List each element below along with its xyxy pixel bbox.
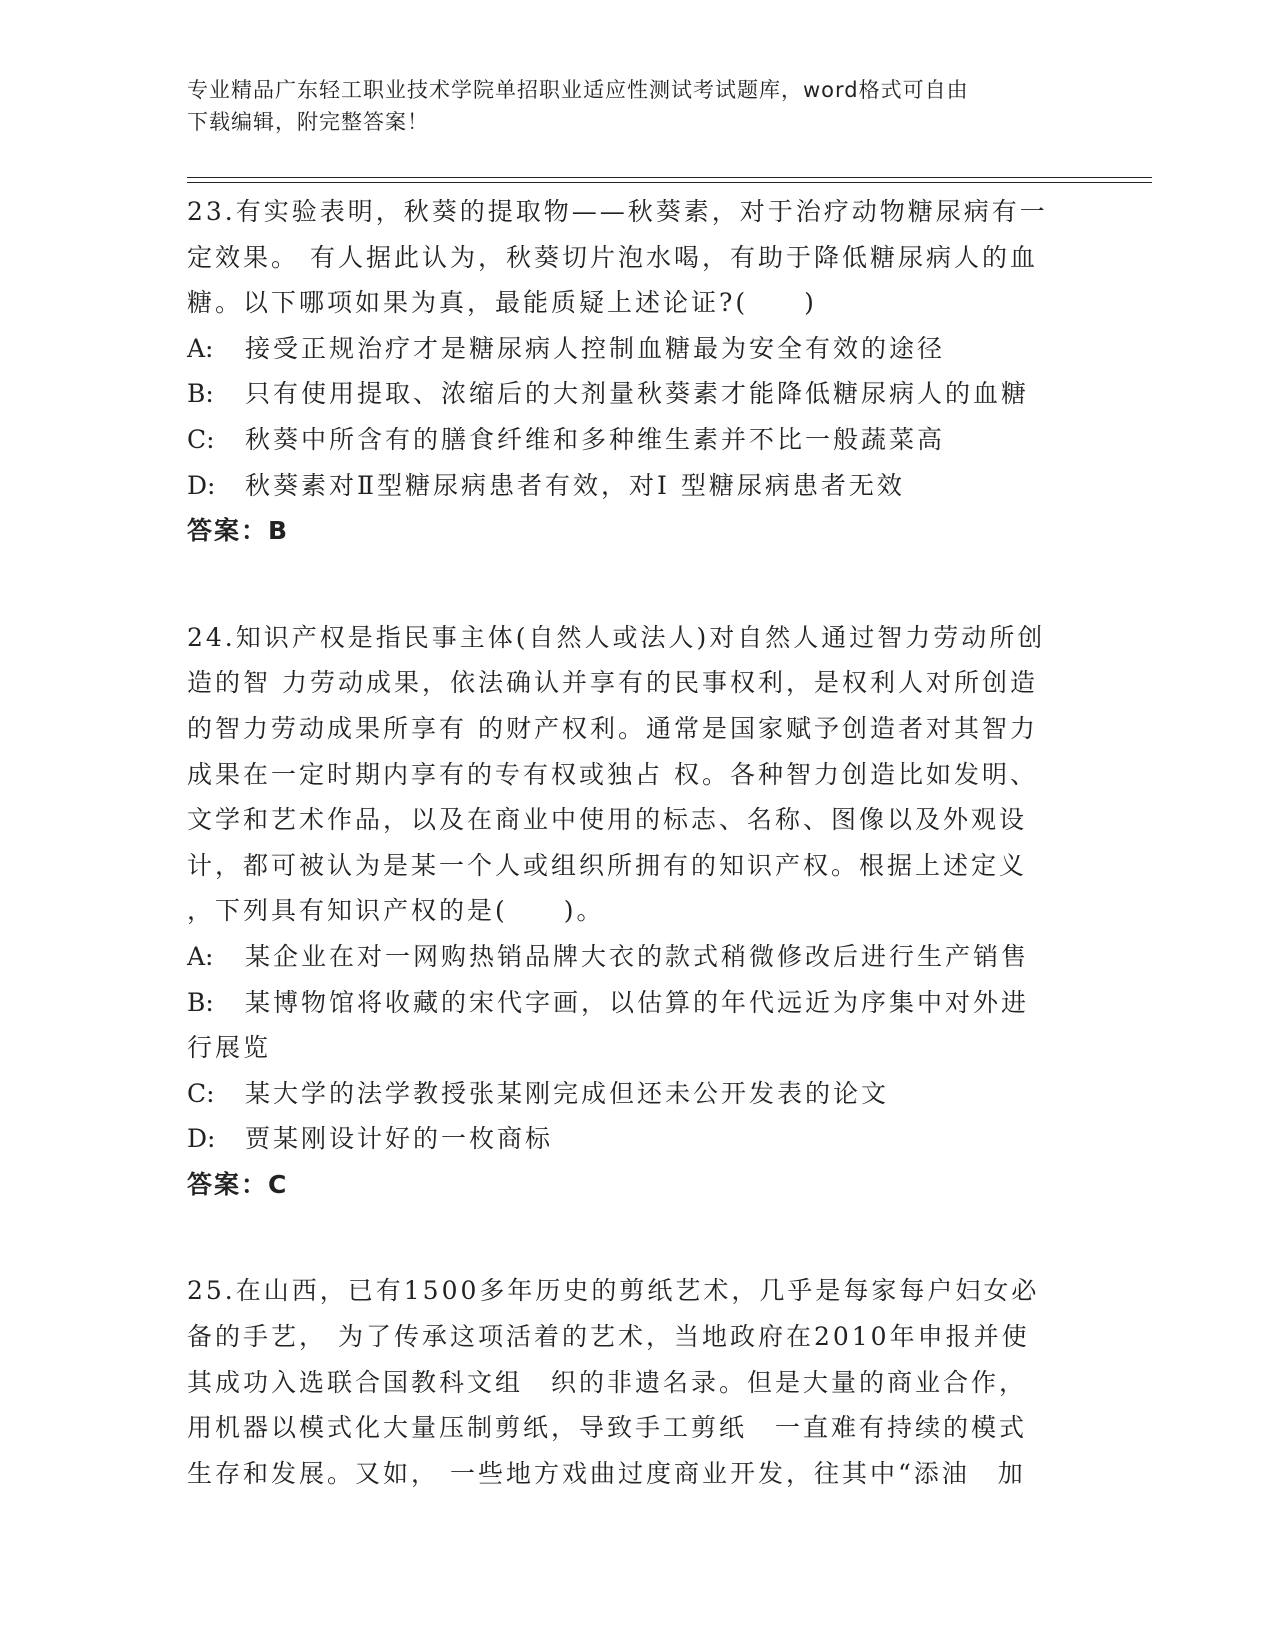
question-text-line: 备的手艺， 为了传承这项活着的艺术，当地政府在2010年申报并使 [187, 1322, 1030, 1352]
question-text-line: 计，都可被认为是某一个人或组织所拥有的知识产权。根据上述定义 [187, 850, 1028, 880]
question-text-line: 定效果。 有人据此认为，秋葵切片泡水喝，有助于降低糖尿病人的血 [187, 242, 1038, 272]
option-letter: D: [187, 1124, 216, 1154]
option-letter: B: [187, 379, 214, 409]
option-text: 秋葵素对Ⅱ型糖尿病患者有效，对Ⅰ 型糖尿病患者无效 [245, 470, 905, 500]
spacer [187, 554, 1087, 615]
page-header [187, 74, 1067, 138]
option-c [187, 417, 1087, 463]
option-c [187, 1071, 1087, 1117]
option-letter: D: [187, 470, 216, 500]
question-text-line: 造的智 力劳动成果，依法确认并享有的民事权利，是权利人对所创造 [187, 668, 1038, 698]
question-text-line: 23.有实验表明，秋葵的提取物——秋葵素，对于治疗动物糖尿病有一 [187, 197, 1048, 226]
option-text: 贾某刚设计好的一枚商标 [245, 1124, 554, 1154]
question-text-line: 文学和艺术作品，以及在商业中使用的标志、名称、图像以及外观设 [187, 805, 1028, 835]
option-b [187, 980, 1087, 1026]
option-b [187, 371, 1087, 417]
header-rule-top [187, 177, 1152, 178]
header-line-1: 专业精品广东轻工职业技术学院单招职业适应性测试考试题库，word格式可自由 [187, 78, 969, 102]
option-letter: A: [187, 941, 214, 971]
header-line-2: 下载编辑，附完整答案！ [187, 110, 429, 134]
question-text-line: 的智力劳动成果所享有 的财产权利。通常是国家赋予创造者对其智力 [187, 713, 1038, 743]
option-text: 某博物馆将收藏的宋代字画，以估算的年代远近为序集中对外进 [245, 987, 1030, 1017]
option-letter: C: [187, 424, 215, 454]
question-text-line: 生存和发展。又如， 一些地方戏曲过度商业开发，往其中“添油 加 [187, 1458, 1026, 1488]
option-text: 秋葵中所含有的膳食纤维和多种维生素并不比一般蔬菜高 [245, 424, 946, 454]
option-letter: B: [187, 987, 214, 1017]
question-text-line: 25.在山西，已有1500多年历史的剪纸艺术，几乎是每家每户妇女必 [187, 1276, 1040, 1306]
spacer [187, 1207, 1087, 1268]
question-25 [187, 1268, 1087, 1496]
option-letter: C: [187, 1078, 215, 1108]
question-text-line: 糖。以下哪项如果为真，最能质疑上述论证?( ) [187, 288, 817, 318]
answer: 答案：C [187, 1169, 289, 1199]
header-rule-bottom [187, 182, 1152, 183]
option-text: 接受正规治疗才是糖尿病人控制血糖最为安全有效的途径 [245, 333, 946, 363]
option-letter: A: [187, 333, 214, 363]
question-text-line: ，下列具有知识产权的是( )。 [187, 896, 605, 926]
answer: 答案：B [187, 516, 290, 546]
option-d [187, 1116, 1087, 1162]
question-text-line: 其成功入选联合国教科文组 织的非遗名录。但是大量的商业合作， [187, 1367, 1028, 1397]
option-b-continuation: 行展览 [187, 1033, 272, 1063]
option-a [187, 326, 1087, 372]
question-23 [187, 189, 1087, 554]
question-24 [187, 615, 1087, 1208]
option-text: 某企业在对一网购热销品牌大衣的款式稍微修改后进行生产销售 [245, 941, 1030, 971]
question-text-line: 用机器以模式化大量压制剪纸，导致手工剪纸 一直难有持续的模式 [187, 1413, 1028, 1443]
question-content [187, 189, 1087, 1496]
option-text: 只有使用提取、浓缩后的大剂量秋葵素才能降低糖尿病人的血糖 [245, 379, 1030, 409]
option-d [187, 463, 1087, 509]
option-a [187, 934, 1087, 980]
question-text-line: 成果在一定时期内享有的专有权或独占 权。各种智力创造比如发明、 [187, 759, 1038, 789]
option-text: 某大学的法学教授张某刚完成但还未公开发表的论文 [245, 1078, 890, 1108]
question-text-line: 24.知识产权是指民事主体(自然人或法人)对自然人通过智力劳动所创 [187, 622, 1046, 652]
